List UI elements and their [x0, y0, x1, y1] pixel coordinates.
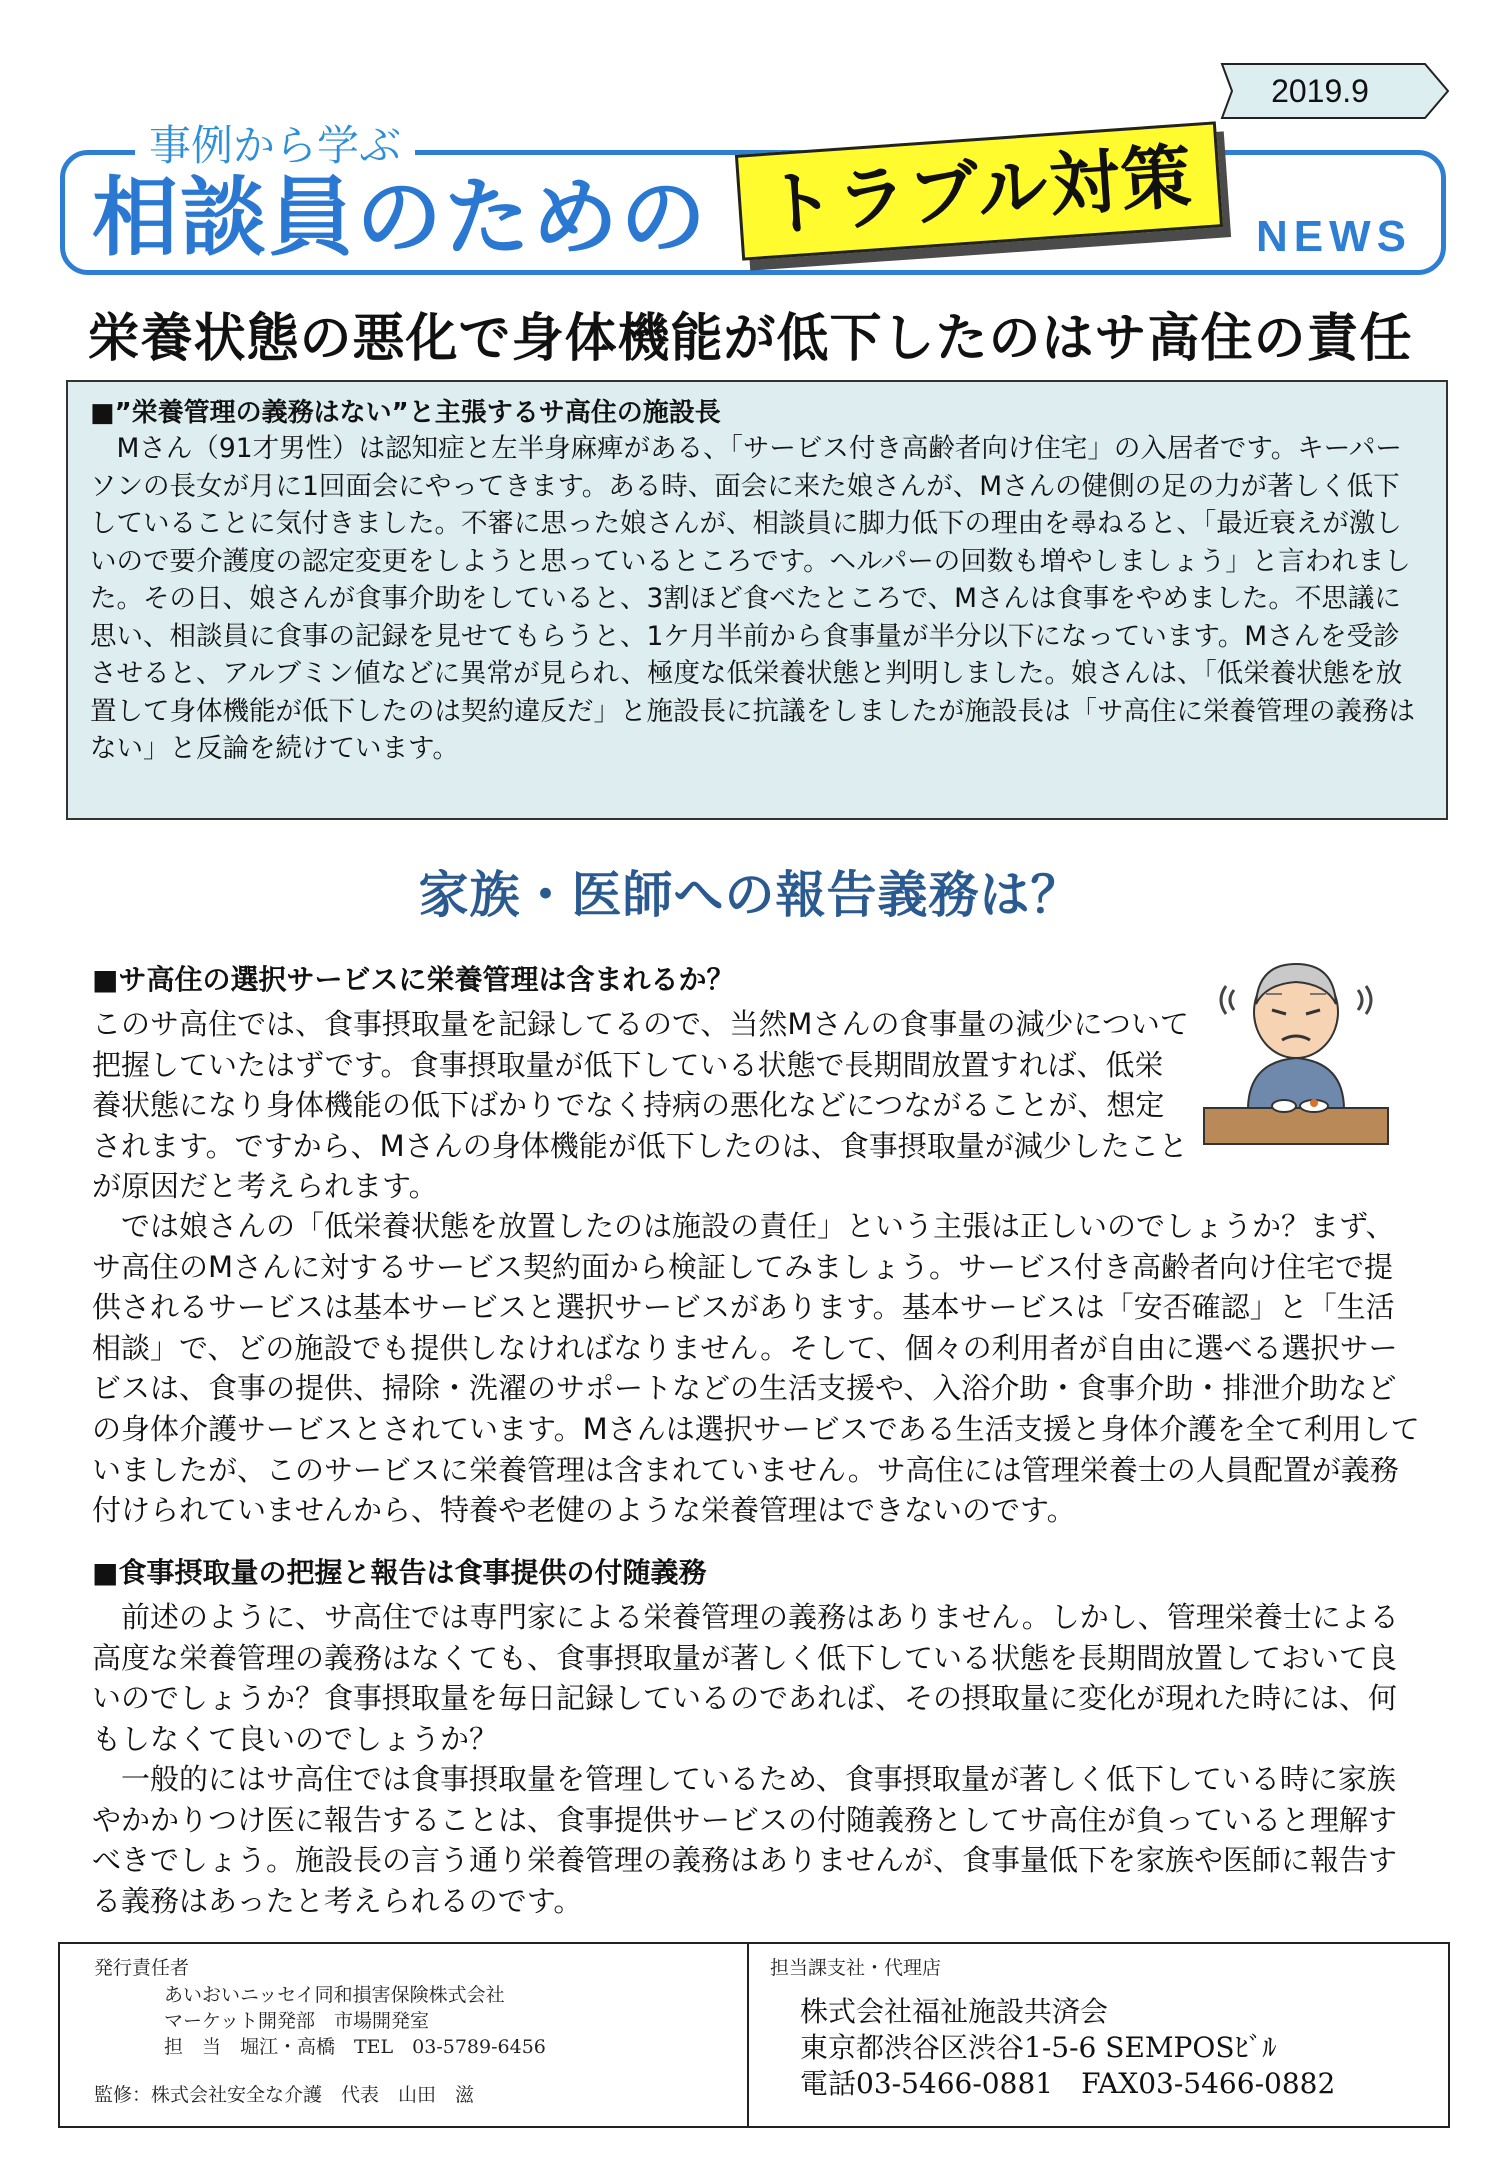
kicker-text: 事例から学ぶ — [135, 118, 415, 174]
footer-divider — [747, 1942, 749, 2128]
publisher-department: マーケット開発部 市場開発室 — [164, 2010, 430, 2032]
article-headline: 栄養状態の悪化で身体機能が低下したのはサ高住の責任 — [87, 309, 1413, 369]
section-title: 家族・医師への報告義務は？ — [418, 866, 1082, 924]
agent-name: 株式会社福祉施設共済会 — [800, 1995, 1109, 2028]
publisher-contact: 担 当 堀江・高橋 TEL 03-5789-6456 — [164, 2036, 546, 2058]
publisher-company: あいおいニッセイ同和損害保険株式会社 — [164, 1984, 505, 2006]
case-summary-box — [66, 380, 1448, 820]
case-heading: ■”栄養管理の義務はない”と主張するサ高住の施設長 — [90, 398, 721, 428]
subheading-reporting-duty: ■食事摂取量の把握と報告は食事提供の付随義務 — [92, 1556, 707, 1589]
paragraph-2: では娘さんの「低栄養状態を放置したのは施設の責任」という主張は正しいのでしょうか？まず、サ高住のMさんに対するサービス契約面から検証してみましょう。サービス付き高齢者向け住宅で提供されるサービスは基本サービスと選択サービスがあります。基本サービスは「安否確認」と「生活相談」で、どの施設でも提供しなければなりません。そして、個々の利用者が自由に選べる選択サービスは、食事の提供、掃除・洗濯のサポートなどの生活支援や、入浴介助・食事介助・排泄介助などの身体介護サービスとされています。Mさんは選択サービスである生活支援と身体介護を全て利用していましたが、このサービスに栄養管理は含まれていません。サ高住には管理栄養士の人員配置が義務付けられていませんから、特養や老健のような栄養管理はできないのです。 — [92, 1209, 1420, 1528]
case-body: Mさん（91才男性）は認知症と左半身麻痺がある、「サービス付き高齢者向け住宅」の入居者です。キーパーソンの長女が月に1回面会にやってきます。ある時、面会に来た娘さんが、Mさんの健側の足の力が著しく低下していることに気付きました。不審に思った娘さんが、相談員に脚力低下の理由を尋ねると、「最近衰えが激しいので要介護度の認定変更をしようと思っているところです。ヘルパーの回数も増やしましょう」と言われました。その日、娘さんが食事介助をしていると、3割ほど食べたところで、Mさんは食事をやめました。不思議に思い、相談員に食事の記録を見せてもらうと、1ケ月半前から食事量が半分以下になっています。Mさんを受診させると、アルブミン値などに異常が見られ、極度な低栄養状態と判明しました。娘さんは、「低栄養状態を放置して身体機能が低下したのは契約違反だ」と施設長に抗議をしましたが施設長は「サ高住に栄養管理の義務はない」と反論を続けています。 — [90, 433, 1415, 764]
paragraph-3: 前述のように、サ高住では専門家による栄養管理の義務はありません。しかし、管理栄養士による高度な栄養管理の義務はなくても、食事摂取量が著しく低下している状態を長期間放置しておいて良いのでしょうか？食事摂取量を毎日記録しているのであれば、その摂取量に変化が現れた時には、何もしなくて良いのでしょうか？ — [92, 1600, 1399, 1756]
date-tab — [1220, 62, 1452, 120]
newsletter-title: 相談員のための — [92, 168, 708, 268]
highlight-title: トラブル対策 — [762, 135, 1196, 247]
elderly-man-at-table-icon — [1196, 950, 1396, 1150]
agent-address: 東京都渋谷区渋谷1-5-6 SEMPOSﾋﾞﾙ — [800, 2031, 1277, 2064]
agent-label: 担当課支社・代理店 — [770, 1957, 942, 1979]
supervision-credit: 監修：株式会社安全な介護 代表 山田 滋 — [94, 2084, 475, 2106]
subheading-selected-services: ■サ高住の選択サービスに栄養管理は含まれるか？ — [92, 963, 735, 996]
agent-phone: 電話03-5466-0881 FAX03-5466-0882 — [800, 2067, 1336, 2100]
publisher-label: 発行責任者 — [94, 1957, 190, 1979]
news-label: NEWS — [1256, 212, 1412, 261]
issue-date: 2019.9 — [1271, 73, 1369, 109]
paragraph-1: このサ高住では、食事摂取量を記録してるので、当然Mさんの食事量の減少について把握していたはずです。食事摂取量が低下している状態で長期間放置すれば、低栄養状態になり身体機能の低下ばかりでなく持病の悪化などにつながることが、想定されます。ですから、Mさんの身体機能が低下したのは、食事摂取量が減少したことが原因だと考えられます。 — [92, 1007, 1189, 1204]
paragraph-4: 一般的にはサ高住では食事摂取量を管理しているため、食事摂取量が著しく低下している時に家族やかかりつけ医に報告することは、食事提供サービスの付随義務としてサ高住が負っていると理解すべきでしょう。施設長の言う通り栄養管理の義務はありませんが、食事量低下を家族や医師に報告する義務はあったと考えられるのです。 — [92, 1762, 1398, 1918]
